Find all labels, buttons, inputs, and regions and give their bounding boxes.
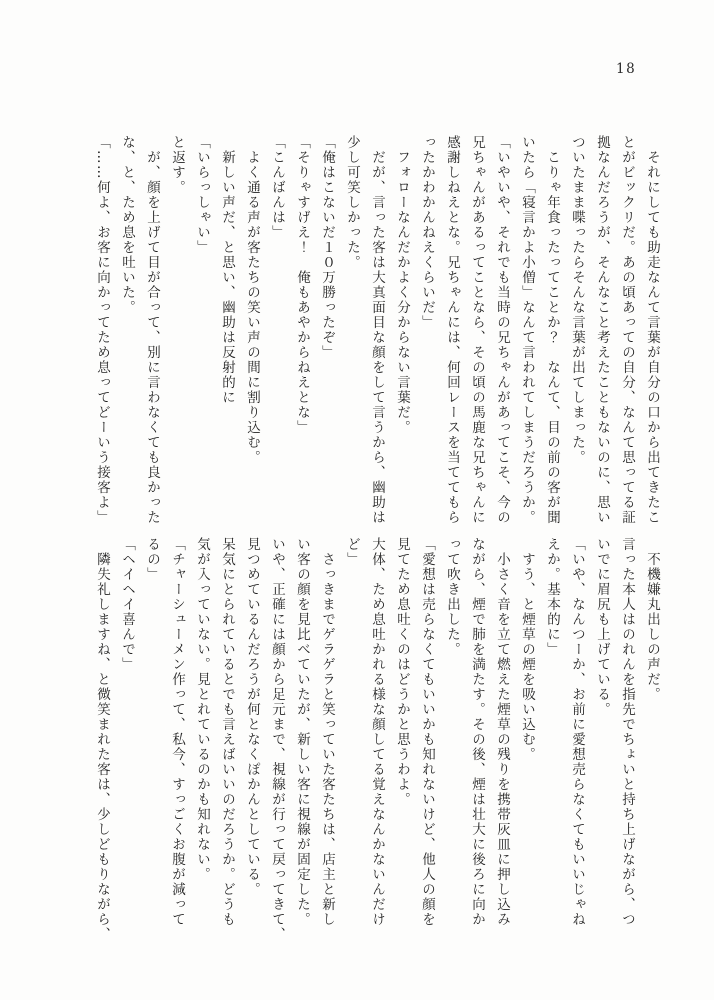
text-column: ど」 — [344, 537, 360, 567]
text-column: 「チャーシューメン作って、私今、すっごくお腹が減って — [169, 537, 185, 927]
text-column: 新しい声だ、と思い、幽助は反射的に — [219, 135, 235, 405]
text-column: 兄ちゃんがあるってことなら、その頃の馬鹿な兄ちゃんに — [469, 135, 485, 525]
text-column: えか。基本的に」 — [544, 537, 560, 657]
page-number: 18 — [616, 61, 637, 77]
text-column: いでに眉尻も上げている。 — [594, 537, 610, 717]
text-column: 「いや、なんつーか、お前に愛想売らなくてもいいじゃね — [569, 537, 585, 927]
text-column: よく通る声が客たちの笑い声の間に割り込む。 — [244, 135, 260, 465]
text-column: ついたまま喋ったらそんな言葉が出てしまった。 — [569, 135, 585, 465]
text-column: るの」 — [144, 537, 160, 582]
text-column: 「いらっしゃい」 — [194, 135, 210, 255]
text-column: すう、と煙草の煙を吸い込む。 — [519, 537, 535, 762]
text-column: 「愛想は売らなくてもいいかも知れないけど、他人の顔を — [419, 537, 435, 927]
text-column: 「こんばんは」 — [269, 135, 285, 240]
text-column: って吹き出した。 — [444, 537, 460, 657]
text-column: 少し可笑しかった。 — [344, 135, 360, 270]
text-column: こりゃ年食ったってことか？ なんて、目の前の客が聞 — [544, 135, 560, 525]
text-column: フォローなんだかよく分からない言葉だ。 — [394, 135, 410, 435]
text-column: 気が入っていない。見とれているのかも知れない。 — [194, 537, 210, 882]
text-column: 不機嫌丸出しの声だ。 — [644, 537, 660, 702]
text-column: 拠なんだろうが、そんなこと考えたこともないのに、思い — [594, 135, 610, 525]
text-tier-lower — [89, 537, 664, 942]
text-column: だが、言った客は大真面目な顔をして言うから、幽助は — [369, 135, 385, 525]
text-column: が、顔を上げて目が合って、別に言わなくても良かった — [144, 135, 160, 525]
text-column: 「いやいや、それでも当時の兄ちゃんがあってこそ、今の — [494, 135, 510, 525]
text-tier-upper — [89, 135, 664, 525]
text-column: と返す。 — [169, 135, 185, 195]
text-column: な、と、ため息を吐いた。 — [119, 135, 135, 315]
text-column: 「そりゃすげえ！ 俺もあやからねえとな」 — [294, 135, 310, 435]
text-column: 見つめているんだろうが何となくぽかんとしている。 — [244, 537, 260, 897]
text-column: 感謝しねえとな。兄ちゃんには、何回レースを当ててもら — [444, 135, 460, 525]
text-column: いたら「寝言かよ小僧」なんて言われてしまうだろうか。 — [519, 135, 535, 525]
text-column: 呆気にとられているとでも言えばいいのだろうか。どうも — [219, 537, 235, 927]
text-column: それにしても助走なんて言葉が自分の口から出てきたこ — [644, 135, 660, 525]
text-column: 言った本人はのれんを指先でちょいと持ち上げながら、つ — [619, 537, 635, 927]
text-column: いや、正確には顔から足元まで、視線が行って戻ってきて、 — [269, 537, 285, 942]
text-column: ながら、煙で肺を満たす。その後、煙は壮大に後ろに向か — [469, 537, 485, 927]
text-column: 「俺はこないだ１０万勝ったぞ」 — [319, 135, 335, 360]
text-column: 「ヘイヘイ喜んで」 — [119, 537, 135, 672]
text-column: さっきまでゲラゲラと笑っていた客たちは、店主と新し — [319, 537, 335, 927]
text-column: とがビックリだ。あの頃あっての自分、なんて思ってる証 — [619, 135, 635, 525]
text-column: ったかわかんねえくらいだ」 — [419, 135, 435, 330]
text-column: 小さく音を立て燃えた煙草の残りを携帯灰皿に押し込み — [494, 537, 510, 927]
text-column: 「……何よ、お客に向かってため息ってどーいう接客よ」 — [94, 135, 110, 525]
text-column: い客の顔を見比べていたが、新しい客に視線が固定した。 — [294, 537, 310, 927]
text-column: 大体、ため息吐かれる様な顔してる覚えなんかないんだけ — [369, 537, 385, 927]
text-column: 見てため息吐くのはどうかと思うわよ。 — [394, 537, 410, 807]
text-column: 隣失礼しますね、と微笑まれた客は、少しどもりながら、 — [94, 537, 110, 942]
